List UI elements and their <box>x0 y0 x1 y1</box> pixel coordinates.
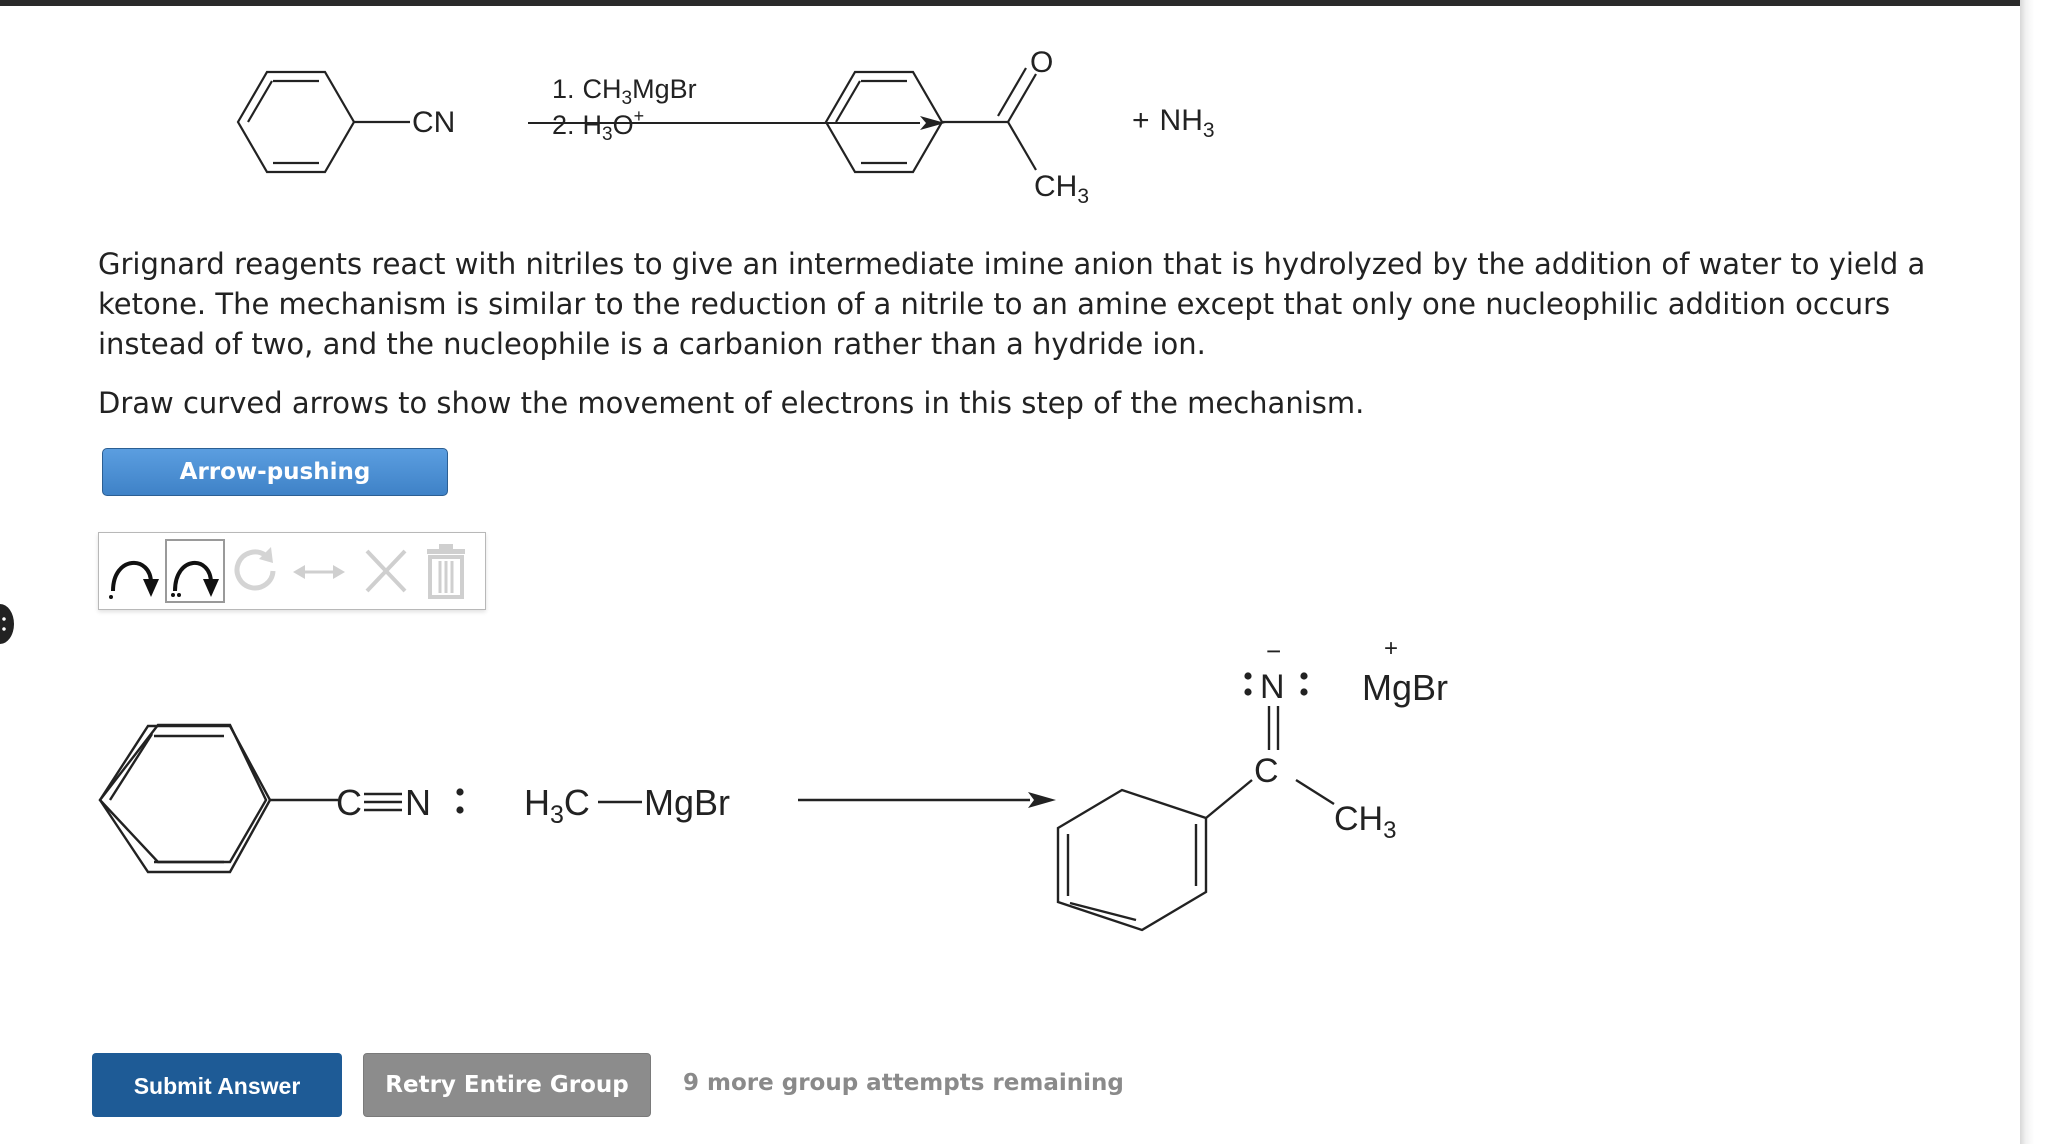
counterion-mgbr: MgBr <box>1362 667 1449 708</box>
arrow-toolbar <box>98 532 486 610</box>
grignard-mgbr: MgBr <box>644 782 731 823</box>
nitrile-group-label: CN <box>412 106 456 139</box>
nitrile-nitrogen: N <box>405 782 431 823</box>
nitrile-benzene-ring <box>90 700 350 900</box>
rotate-icon[interactable] <box>227 539 285 603</box>
reagent-2: 2. $H_3O^+$ <box>552 106 645 145</box>
nitrile-lone-pair <box>456 788 463 813</box>
nitrile-triple-bond <box>364 794 402 810</box>
grignard-methyl: $H_3C$ <box>524 782 590 829</box>
overall-reaction-scheme <box>200 30 1260 220</box>
delete-x-icon[interactable] <box>361 539 411 603</box>
trash-icon[interactable] <box>421 539 471 603</box>
single-electron-arrow-icon[interactable] <box>165 539 225 603</box>
side-handle[interactable] <box>0 604 14 644</box>
attempts-remaining-text: 9 more group attempts remaining <box>683 1070 1124 1096</box>
reaction-arrow-mechanism <box>798 792 1056 808</box>
imine-carbon: C <box>1254 752 1279 790</box>
retry-entire-group-button[interactable]: Retry Entire Group <box>363 1053 651 1117</box>
ammonia-byproduct: + $NH_3$ <box>1132 104 1215 142</box>
nitrile-carbon: C <box>336 782 362 823</box>
intro-paragraph: Grignard reagents react with nitriles to give an intermediate imine anion that is hydrolyzed by the addition of water to yield a ketone. The mechanism is similar to the reduction of a nitrile to an amine except that only one nucleophilic addition occurs instead of two, and the nucleophile is a carbanion rather than a hydride ion. <box>98 247 1926 361</box>
ketone-oxygen: O <box>1030 46 1054 79</box>
ketone-methyl: $CH_3$ <box>1034 170 1090 208</box>
electron-pair-arrow-icon[interactable] <box>103 539 165 603</box>
window-edge <box>2020 0 2066 1144</box>
counterion-charge: + <box>1384 635 1399 662</box>
resonance-arrow-icon[interactable] <box>289 539 349 603</box>
top-bar <box>0 0 2024 6</box>
submit-answer-button[interactable]: Submit Answer <box>92 1053 342 1117</box>
reagent-1: 1. $CH_3MgBr$ <box>552 74 697 109</box>
imine-nitrogen-charge: − <box>1266 636 1282 666</box>
imine-double-bond <box>1269 706 1278 750</box>
benzene-ring-reactant <box>238 72 410 172</box>
arrow-pushing-instructions-button[interactable]: Arrow-pushing Instructions <box>102 448 448 496</box>
imine-methyl: $CH_3$ <box>1334 800 1397 844</box>
imine-nitrogen: N <box>1260 668 1285 706</box>
benzene-ring-imine <box>1058 780 1334 930</box>
instruction-paragraph: Draw curved arrows to show the movement of electrons in this step of the mechanism. <box>98 386 1365 420</box>
